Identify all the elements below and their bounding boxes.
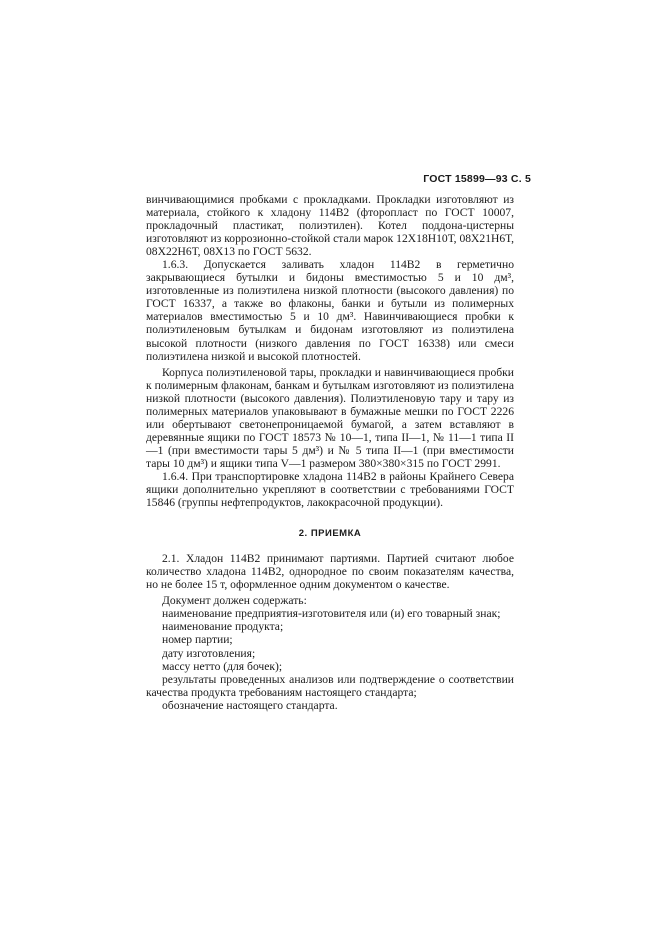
list-item: наименование предприятия-изготовителя или (и) его товарный знак; — [162, 607, 501, 621]
paragraph-2-1: 2.1. Хладон 114В2 принимают партиями. Партией считают любое количество хладона 114В2, однородное по своим показателям качества, но не более 15 т, оформленное одним документом о качестве. — [146, 552, 514, 592]
list-item: результаты проведенных анализов или подтверждение о соответствии качества продукта требованиям настоящего стандарта; — [146, 672, 514, 699]
paragraph-continuation: винчивающимися пробками с прокладками. Прокладки изготовляют из материала, стойкого к хладону 114В2 (фторопласт по ГОСТ 10007, прокладочный пластикат, полиэтилен). Котел поддона-цистерны изготовляют из коррозионно-стойкой стали марок 12Х18Н10Т, 08Х21Н6Т, 08Х22Н6Т, 08Х13 по ГОСТ 5632. — [146, 193, 514, 259]
document-body — [146, 193, 514, 712]
list-item: дату изготовления; — [162, 646, 256, 660]
list-item: наименование продукта; — [162, 620, 284, 634]
document-contents-intro: Документ должен содержать: — [162, 594, 307, 608]
paragraph-1-6-3: 1.6.3. Допускается заливать хладон 114В2 в герметично закрывающиеся бутылки и бидоны вместимостью 5 и 10 дм³, изготовленные из полиэтилена низкой плотности (высокого давления) по ГОСТ 16337, а также во флаконы, банки и бутыли из полимерных материалов вместимостью 5 и 10 дм³. Навинчивающиеся пробки к полиэтиленовым бутылкам и бидонам изготовляют из полиэтилена высокой плотности (низкого давления по ГОСТ 16338) или смеси полиэтилена низкой и высокой плотностей. — [146, 258, 514, 363]
section-title-acceptance: 2. ПРИЕМКА — [298, 528, 362, 540]
paragraph-1-6-4: 1.6.4. При транспортировке хладона 114В2 в районы Крайнего Севера ящики дополнительно укрепляют в соответствии с требованиями ГОСТ 15846 (группы нефтепродуктов, лакокрасочной продукции). — [146, 469, 514, 510]
page-header: ГОСТ 15899—93 С. 5 — [423, 173, 531, 185]
list-item: номер партии; — [162, 633, 233, 647]
list-item: обозначение настоящего стандарта. — [162, 698, 338, 712]
paragraph-container-bodies: Корпуса полиэтиленовой тары, прокладки и навинчивающиеся пробки к полимерным флаконам, банкам и бутылкам изготовляют из полиэтилена низкой плотности (высокого давления). Полиэтиленовую тару и тару из полимерных материалов упаковывают в бумажные мешки по ГОСТ 2226 или обертывают светонепроницаемой бумагой, а затем вставляют в деревянные ящики по ГОСТ 18573 № 10—1, типа II—1, № 11—1 типа II—1 (при вместимости тары 5 дм³) и № 5 типа II—1 (при вместимости тары 10 дм³) и ящики типа V—1 размером 380×380×315 по ГОСТ 2991. — [146, 365, 514, 470]
list-item: массу нетто (для бочек); — [162, 659, 283, 673]
